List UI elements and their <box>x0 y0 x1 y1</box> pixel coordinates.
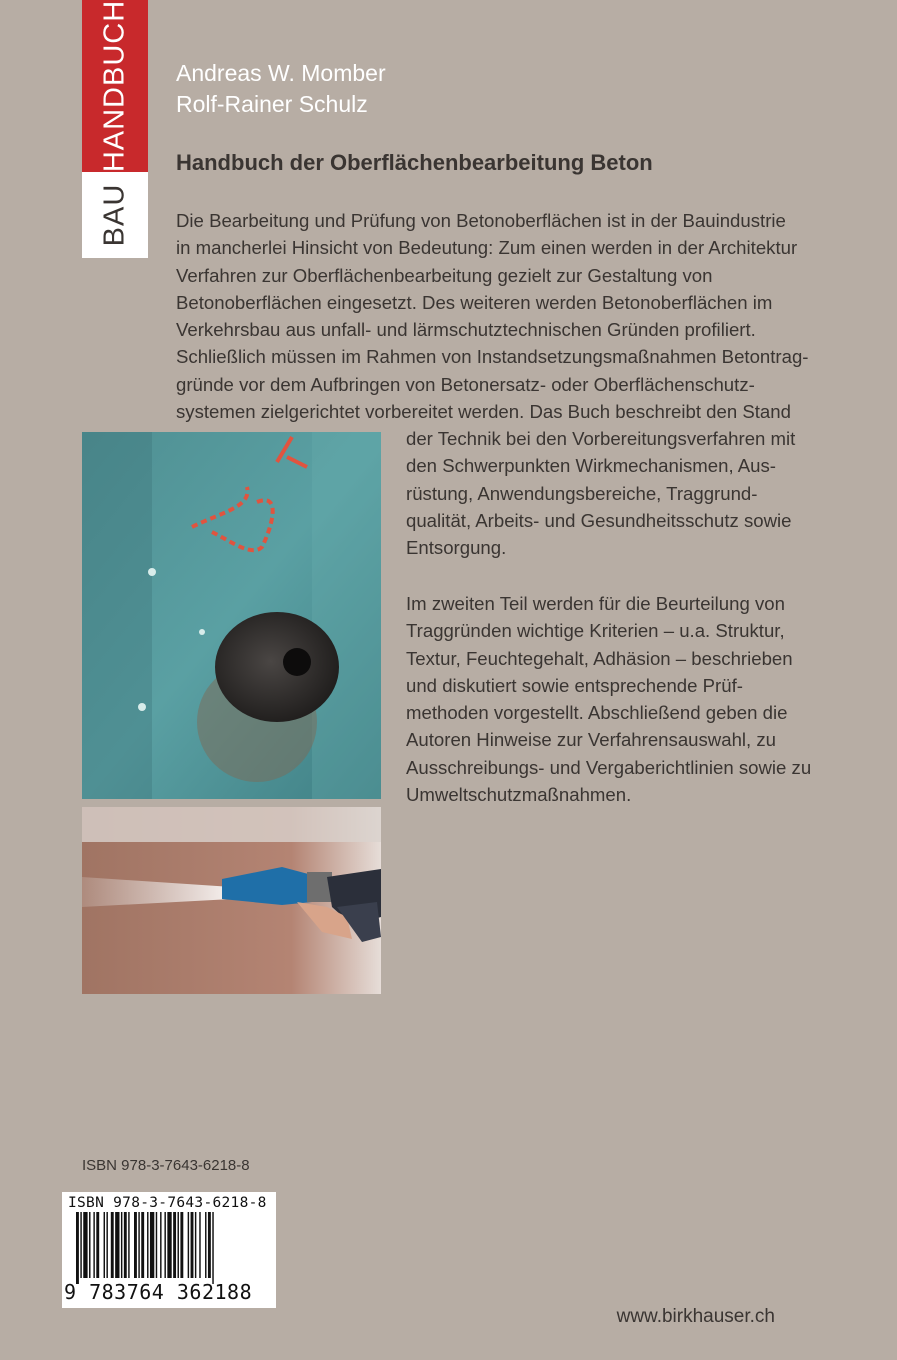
text-line: Ausschreibungs- und Vergaberichtlinien sowie zu <box>406 756 812 778</box>
text-line: in mancherlei Hinsicht von Bedeutung: Zum einen werden in der Architektur <box>176 237 798 259</box>
barcode-bar <box>164 1212 165 1278</box>
text-line: Umweltschutzmaßnahmen. <box>406 784 632 806</box>
spine-white-block <box>82 172 148 258</box>
author-2: Rolf-Rainer Schulz <box>176 91 368 117</box>
concrete-pulloff-photo <box>82 432 381 799</box>
text-line: Verkehrsbau aus unfall- und lärmschutztechnischen Gründen profiliert. <box>176 319 756 341</box>
text-line: Betonoberflächen eingesetzt. Des weiteren werden Betonoberflächen im <box>176 291 773 313</box>
text-line: Verfahren zur Oberflächenbearbeitung gezielt zur Gestaltung von <box>176 264 713 286</box>
text-line: Die Bearbeitung und Prüfung von Betonoberflächen ist in der Bauindustrie <box>176 210 786 231</box>
barcode-bar <box>147 1212 148 1278</box>
publisher-url[interactable]: www.birkhauser.ch <box>616 1306 775 1327</box>
barcode-bar <box>80 1212 81 1278</box>
text-line: den Schwerpunkten Wirkmechanismen, Aus- <box>406 455 776 477</box>
barcode-bar <box>156 1212 157 1278</box>
barcode-bar <box>121 1212 122 1278</box>
authors <box>176 58 386 120</box>
barcode-bar <box>115 1212 119 1278</box>
description-paragraph-1 <box>176 207 809 425</box>
text-line: der Technik bei den Vorbereitungsverfahren mit <box>406 428 796 449</box>
text-line: und diskutiert sowie entsprechende Prüf- <box>406 674 743 696</box>
barcode-bar <box>141 1212 144 1278</box>
barcode-bar <box>124 1212 127 1278</box>
barcode-isbn-text: ISBN 978-3-7643-6218-8 <box>68 1195 267 1211</box>
barcode-bar <box>160 1212 161 1278</box>
barcode-digits: 9 783764 362188 <box>64 1280 253 1304</box>
text-line: gründe vor dem Aufbringen von Betonersatz- oder Oberflächenschutz- <box>176 373 755 395</box>
barcode-bar <box>93 1212 94 1278</box>
description-paragraph-2 <box>406 425 795 561</box>
barcode-bar <box>180 1212 183 1278</box>
isbn-barcode <box>62 1192 276 1308</box>
barcode-bar <box>188 1212 189 1278</box>
text-line: methoden vorgestellt. Abschließend geben die <box>406 702 788 724</box>
barcode-bar <box>134 1212 137 1278</box>
barcode-bar <box>76 1212 79 1284</box>
text-line: Textur, Feuchtegehalt, Adhäsion – beschrieben <box>406 647 793 669</box>
book-title: Handbuch der Oberflächenbearbeitung Beton <box>176 150 653 175</box>
spine-handbuch-label: HANDBUCH <box>98 0 131 173</box>
description-paragraph-3 <box>406 590 811 808</box>
barcode-bar <box>208 1212 211 1278</box>
barcode-bar <box>199 1212 200 1278</box>
barcode-bar <box>167 1212 171 1278</box>
barcode-bar <box>106 1212 107 1278</box>
author-1: Andreas W. Momber <box>176 60 386 86</box>
text-line: Schließlich müssen im Rahmen von Instandsetzungsmaßnahmen Betontrag- <box>176 346 809 368</box>
barcode-bar <box>150 1212 154 1278</box>
barcode-bar <box>173 1212 176 1278</box>
text-line: qualität, Arbeits- und Gesundheitsschutz sowie <box>406 509 792 531</box>
barcode-bar <box>128 1212 129 1278</box>
isbn-label: ISBN 978-3-7643-6218-8 <box>82 1157 250 1174</box>
spine-band <box>82 0 148 258</box>
barcode-bar <box>138 1212 139 1278</box>
spine-bau-label: BAU <box>98 183 131 247</box>
barcode-bar <box>205 1212 206 1278</box>
barcode-bar <box>96 1212 99 1278</box>
barcode-bar <box>212 1212 213 1284</box>
text-line: Traggründen wichtige Kriterien – u.a. Struktur, <box>406 620 785 642</box>
text-line: Autoren Hinweise zur Verfahrensauswahl, zu <box>406 729 777 751</box>
barcode-bar <box>111 1212 114 1278</box>
barcode-bar <box>178 1212 179 1278</box>
barcode-bar <box>191 1212 194 1278</box>
barcode-bar <box>83 1212 87 1278</box>
barcode-bar <box>104 1212 105 1278</box>
spine-red-block <box>82 0 148 172</box>
barcode-bar <box>195 1212 196 1278</box>
barcode-bar <box>89 1212 90 1278</box>
text-line: rüstung, Anwendungsbereiche, Traggrund- <box>406 482 758 504</box>
sandblasting-photo <box>82 807 381 994</box>
text-line: Entsorgung. <box>406 537 507 559</box>
text-line: systemen zielgerichtet vorbereitet werden. Das Buch beschreibt den Stand <box>176 401 791 423</box>
text-line: Im zweiten Teil werden für die Beurteilung von <box>406 593 785 614</box>
